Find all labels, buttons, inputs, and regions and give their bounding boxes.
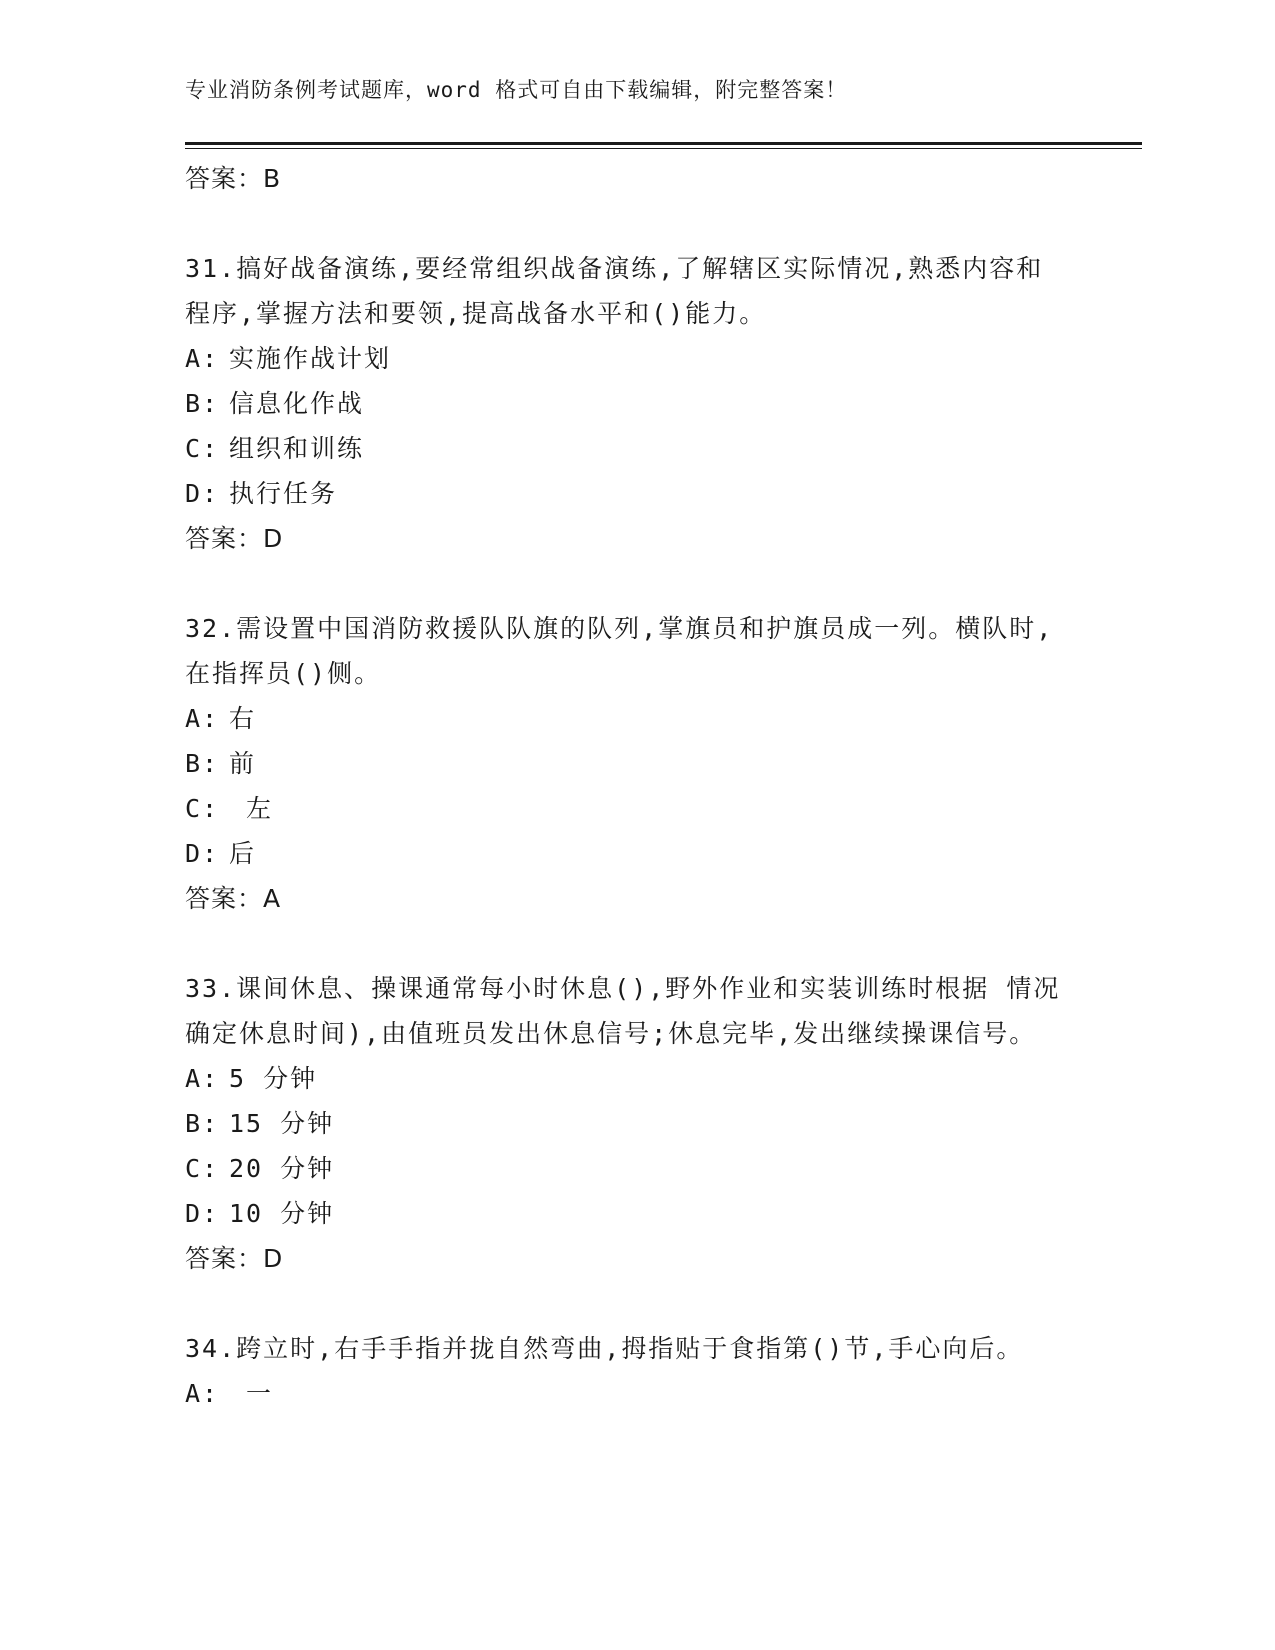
question-32-answer: 答案：A <box>185 884 282 913</box>
question-32-option-b <box>185 741 1065 786</box>
option-key: B: <box>185 749 220 778</box>
question-33-answer: 答案：D <box>185 1244 284 1273</box>
option-key: A: <box>185 704 220 733</box>
question-32-option-d <box>185 831 1065 876</box>
option-key: A: <box>185 344 220 373</box>
option-key: A: <box>185 1064 220 1093</box>
option-key: D: <box>185 839 220 868</box>
option-text: 后 <box>229 839 257 868</box>
previous-answer: 答案：B <box>185 164 282 193</box>
option-key: C: <box>185 1154 220 1183</box>
option-text: 5 分钟 <box>229 1064 318 1093</box>
question-33-option-a <box>185 1056 1065 1101</box>
option-text: 15 分钟 <box>229 1109 335 1138</box>
question-33-option-c <box>185 1146 1065 1191</box>
option-key: C: <box>185 434 220 463</box>
question-31: 31.搞好战备演练,要经常组织战备演练,了解辖区实际情况,熟悉内容和程序,掌握方法和要领,提高战备水平和()能力。 <box>185 254 1044 328</box>
option-text: 右 <box>229 704 257 733</box>
question-32-option-a <box>185 696 1065 741</box>
option-key: B: <box>185 1109 220 1138</box>
page-header: 专业消防条例考试题库，word 格式可自由下载编辑，附完整答案！ <box>185 78 848 102</box>
question-34-option-a <box>185 1371 1065 1416</box>
option-key: C: <box>185 794 220 823</box>
option-key: B: <box>185 389 220 418</box>
question-31-answer: 答案：D <box>185 524 284 553</box>
option-key: D: <box>185 1199 220 1228</box>
question-32-option-c <box>185 786 1065 831</box>
header-rule-thick <box>185 142 1142 145</box>
option-key: A: <box>185 1379 220 1408</box>
question-32: 32.需设置中国消防救援队队旗的队列,掌旗员和护旗员成一列。横队时,在指挥员()侧。 <box>185 614 1054 688</box>
question-31-option-b <box>185 381 1065 426</box>
question-list <box>185 156 1065 1416</box>
option-text: 一 <box>229 1379 274 1408</box>
option-text: 组织和训练 <box>229 434 365 463</box>
question-31-option-d <box>185 471 1065 516</box>
option-text: 前 <box>229 749 257 778</box>
question-34: 34.跨立时,右手手指并拢自然弯曲,拇指贴于食指第()节,手心向后。 <box>185 1334 1024 1363</box>
option-key: D: <box>185 479 220 508</box>
question-31-option-c <box>185 426 1065 471</box>
option-text: 执行任务 <box>229 479 338 508</box>
option-text: 信息化作战 <box>229 389 365 418</box>
question-33: 33.课间休息、操课通常每小时休息(),野外作业和实装训练时根据 情况确定休息时间),由值班员发出休息信号;休息完毕,发出继续操课信号。 <box>185 974 1061 1048</box>
question-33-option-b <box>185 1101 1065 1146</box>
option-text: 10 分钟 <box>229 1199 335 1228</box>
option-text: 左 <box>229 794 274 823</box>
question-33-option-d <box>185 1191 1065 1236</box>
option-text: 20 分钟 <box>229 1154 335 1183</box>
header-rule-thin <box>185 148 1142 149</box>
option-text: 实施作战计划 <box>229 344 392 373</box>
question-31-option-a <box>185 336 1065 381</box>
